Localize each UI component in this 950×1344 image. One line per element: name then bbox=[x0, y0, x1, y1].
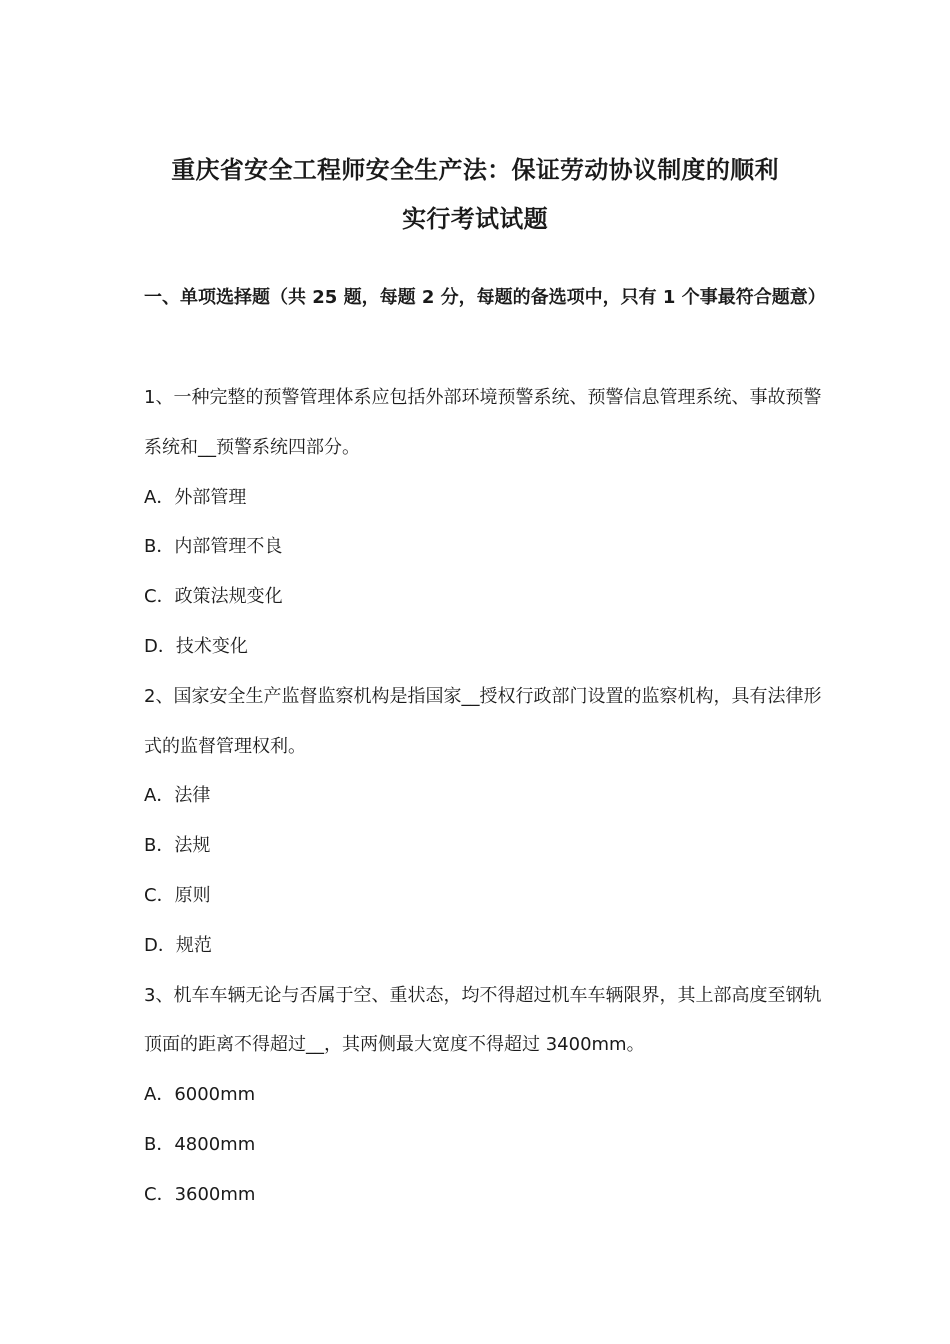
question-text: 1、一种完整的预警管理体系应包括外部环境预警系统、预警信息管理系统、事故预警系统和__预警系统四部分。 bbox=[144, 387, 822, 458]
section-heading: 一、单项选择题（共 25 题，每题 2 分，每题的备选项中，只有 1 个事最符合题意） bbox=[144, 287, 826, 308]
question-2 bbox=[144, 672, 824, 971]
option-c: C．原则 bbox=[144, 884, 211, 906]
option-c: C．政策法规变化 bbox=[144, 586, 283, 608]
option-a: A．法律 bbox=[144, 785, 211, 807]
document-title-line-1: 重庆省安全工程师安全生产法：保证劳动协议制度的顺利 bbox=[171, 156, 779, 184]
option-d: D．技术变化 bbox=[144, 635, 248, 657]
question-1 bbox=[144, 373, 824, 672]
option-b: B．法规 bbox=[144, 835, 211, 857]
document-title-line-2: 实行考试试题 bbox=[402, 205, 548, 233]
option-a: A．外部管理 bbox=[144, 486, 247, 508]
option-d: D．规范 bbox=[144, 934, 212, 956]
question-text: 3、机车车辆无论与否属于空、重状态，均不得超过机车车辆限界，其上部高度至钢轨顶面的距离不得超过__，其两侧最大宽度不得超过 3400mm。 bbox=[144, 984, 822, 1056]
option-b: B．4800mm bbox=[144, 1133, 256, 1155]
question-text: 2、国家安全生产监督监察机构是指国家__授权行政部门设置的监察机构，具有法律形式的监督管理权利。 bbox=[144, 685, 822, 757]
option-c: C．3600mm bbox=[144, 1183, 256, 1205]
question-3 bbox=[144, 971, 824, 1220]
question-list bbox=[144, 373, 824, 1220]
option-a: A．6000mm bbox=[144, 1084, 256, 1106]
option-b: B．内部管理不良 bbox=[144, 536, 283, 558]
